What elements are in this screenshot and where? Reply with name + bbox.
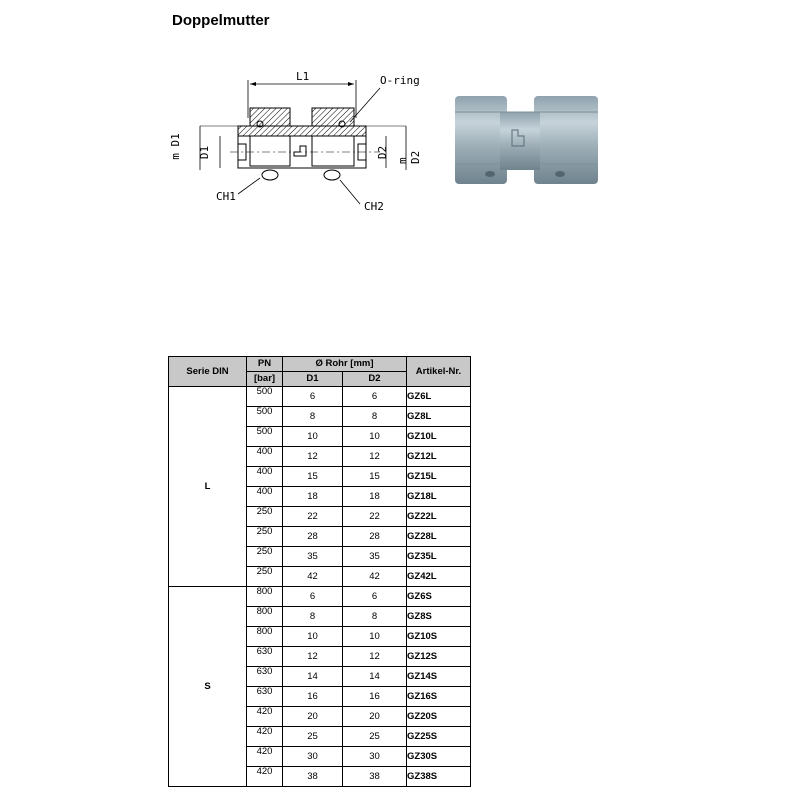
pn-cell: 500 (247, 407, 283, 427)
artikel-cell: GZ8S (407, 607, 471, 627)
d2-cell: 38 (343, 767, 407, 787)
d1-cell: 25 (283, 727, 343, 747)
artikel-cell: GZ10L (407, 427, 471, 447)
artikel-cell: GZ16S (407, 687, 471, 707)
header-pn: PN (247, 357, 283, 372)
spec-table-body (169, 387, 471, 787)
d1-cell: 15 (283, 467, 343, 487)
pn-cell: 630 (247, 667, 283, 687)
d2-cell: 8 (343, 607, 407, 627)
d1-cell: 10 (283, 627, 343, 647)
artikel-cell: GZ42L (407, 567, 471, 587)
render-svg (450, 92, 610, 188)
pn-cell: 420 (247, 727, 283, 747)
header-pn-unit: [bar] (247, 372, 283, 387)
d2-cell: 18 (343, 487, 407, 507)
page-title: Doppelmutter (172, 12, 270, 29)
pn-cell: 250 (247, 547, 283, 567)
d2-cell: 22 (343, 507, 407, 527)
d1-cell: 28 (283, 527, 343, 547)
d1-cell: 38 (283, 767, 343, 787)
d1-cell: 18 (283, 487, 343, 507)
d1-cell: 20 (283, 707, 343, 727)
pn-cell: 250 (247, 567, 283, 587)
artikel-cell: GZ22L (407, 507, 471, 527)
pn-cell: 250 (247, 527, 283, 547)
d2-cell: 30 (343, 747, 407, 767)
d1-cell: 14 (283, 667, 343, 687)
pn-cell: 800 (247, 607, 283, 627)
d1-label: D1 (198, 145, 212, 160)
d2-cell: 35 (343, 547, 407, 567)
d2-cell: 16 (343, 687, 407, 707)
pn-cell: 400 (247, 447, 283, 467)
pn-cell: 400 (247, 467, 283, 487)
artikel-cell: GZ12S (407, 647, 471, 667)
d2-cell: 6 (343, 587, 407, 607)
d1-cell: 8 (283, 407, 343, 427)
pn-cell: 500 (247, 427, 283, 447)
artikel-cell: GZ28L (407, 527, 471, 547)
d2-cell: 10 (343, 627, 407, 647)
artikel-cell: GZ15L (407, 467, 471, 487)
artikel-cell: GZ6L (407, 387, 471, 407)
d1-cell: 10 (283, 427, 343, 447)
pn-cell: 500 (247, 387, 283, 407)
d2-cell: 15 (343, 467, 407, 487)
md1-label: m D1 (168, 133, 182, 160)
artikel-cell: GZ10S (407, 627, 471, 647)
artikel-cell: GZ8L (407, 407, 471, 427)
d1-cell: 12 (283, 647, 343, 667)
d2-cell: 28 (343, 527, 407, 547)
artikel-cell: GZ14S (407, 667, 471, 687)
header-d2: D2 (343, 372, 407, 387)
d1-cell: 22 (283, 507, 343, 527)
d1-cell: 42 (283, 567, 343, 587)
serie-cell: L (169, 387, 247, 587)
d2-cell: 14 (343, 667, 407, 687)
l1-label: L1 (296, 70, 310, 83)
pn-cell: 420 (247, 707, 283, 727)
d1-cell: 35 (283, 547, 343, 567)
artikel-cell: GZ38S (407, 767, 471, 787)
table-row (169, 387, 471, 407)
artikel-cell: GZ20S (407, 707, 471, 727)
pn-cell: 400 (247, 487, 283, 507)
header-serie: Serie DIN (169, 357, 247, 387)
spec-table (168, 356, 471, 787)
artikel-cell: GZ30S (407, 747, 471, 767)
technical-drawing (160, 60, 420, 220)
ch1-label: CH1 (216, 190, 236, 203)
artikel-cell: GZ18L (407, 487, 471, 507)
table-row (169, 587, 471, 607)
pn-cell: 420 (247, 747, 283, 767)
d1-cell: 30 (283, 747, 343, 767)
artikel-cell: GZ35L (407, 547, 471, 567)
artikel-cell: GZ25S (407, 727, 471, 747)
d1-cell: 8 (283, 607, 343, 627)
d2-cell: 12 (343, 447, 407, 467)
d2-cell: 6 (343, 387, 407, 407)
d2-cell: 42 (343, 567, 407, 587)
d2-cell: 12 (343, 647, 407, 667)
artikel-cell: GZ6S (407, 587, 471, 607)
header-d1: D1 (283, 372, 343, 387)
pn-cell: 630 (247, 647, 283, 667)
serie-cell: S (169, 587, 247, 787)
header-artikel: Artikel-Nr. (407, 357, 471, 387)
d2-cell: 20 (343, 707, 407, 727)
product-render (450, 92, 610, 188)
d2-cell: 8 (343, 407, 407, 427)
pn-cell: 420 (247, 767, 283, 787)
oring-label: O-ring (380, 74, 420, 87)
d1-cell: 16 (283, 687, 343, 707)
d2-cell: 10 (343, 427, 407, 447)
pn-cell: 800 (247, 627, 283, 647)
d1-cell: 6 (283, 387, 343, 407)
d1-cell: 6 (283, 587, 343, 607)
md2-label: m D2 (396, 150, 422, 164)
header-rohr: Ø Rohr [mm] (283, 357, 407, 372)
artikel-cell: GZ12L (407, 447, 471, 467)
d2-label: D2 (376, 145, 390, 160)
pn-cell: 250 (247, 507, 283, 527)
pn-cell: 800 (247, 587, 283, 607)
d2-cell: 25 (343, 727, 407, 747)
ch2-label: CH2 (364, 200, 384, 213)
pn-cell: 630 (247, 687, 283, 707)
d1-cell: 12 (283, 447, 343, 467)
